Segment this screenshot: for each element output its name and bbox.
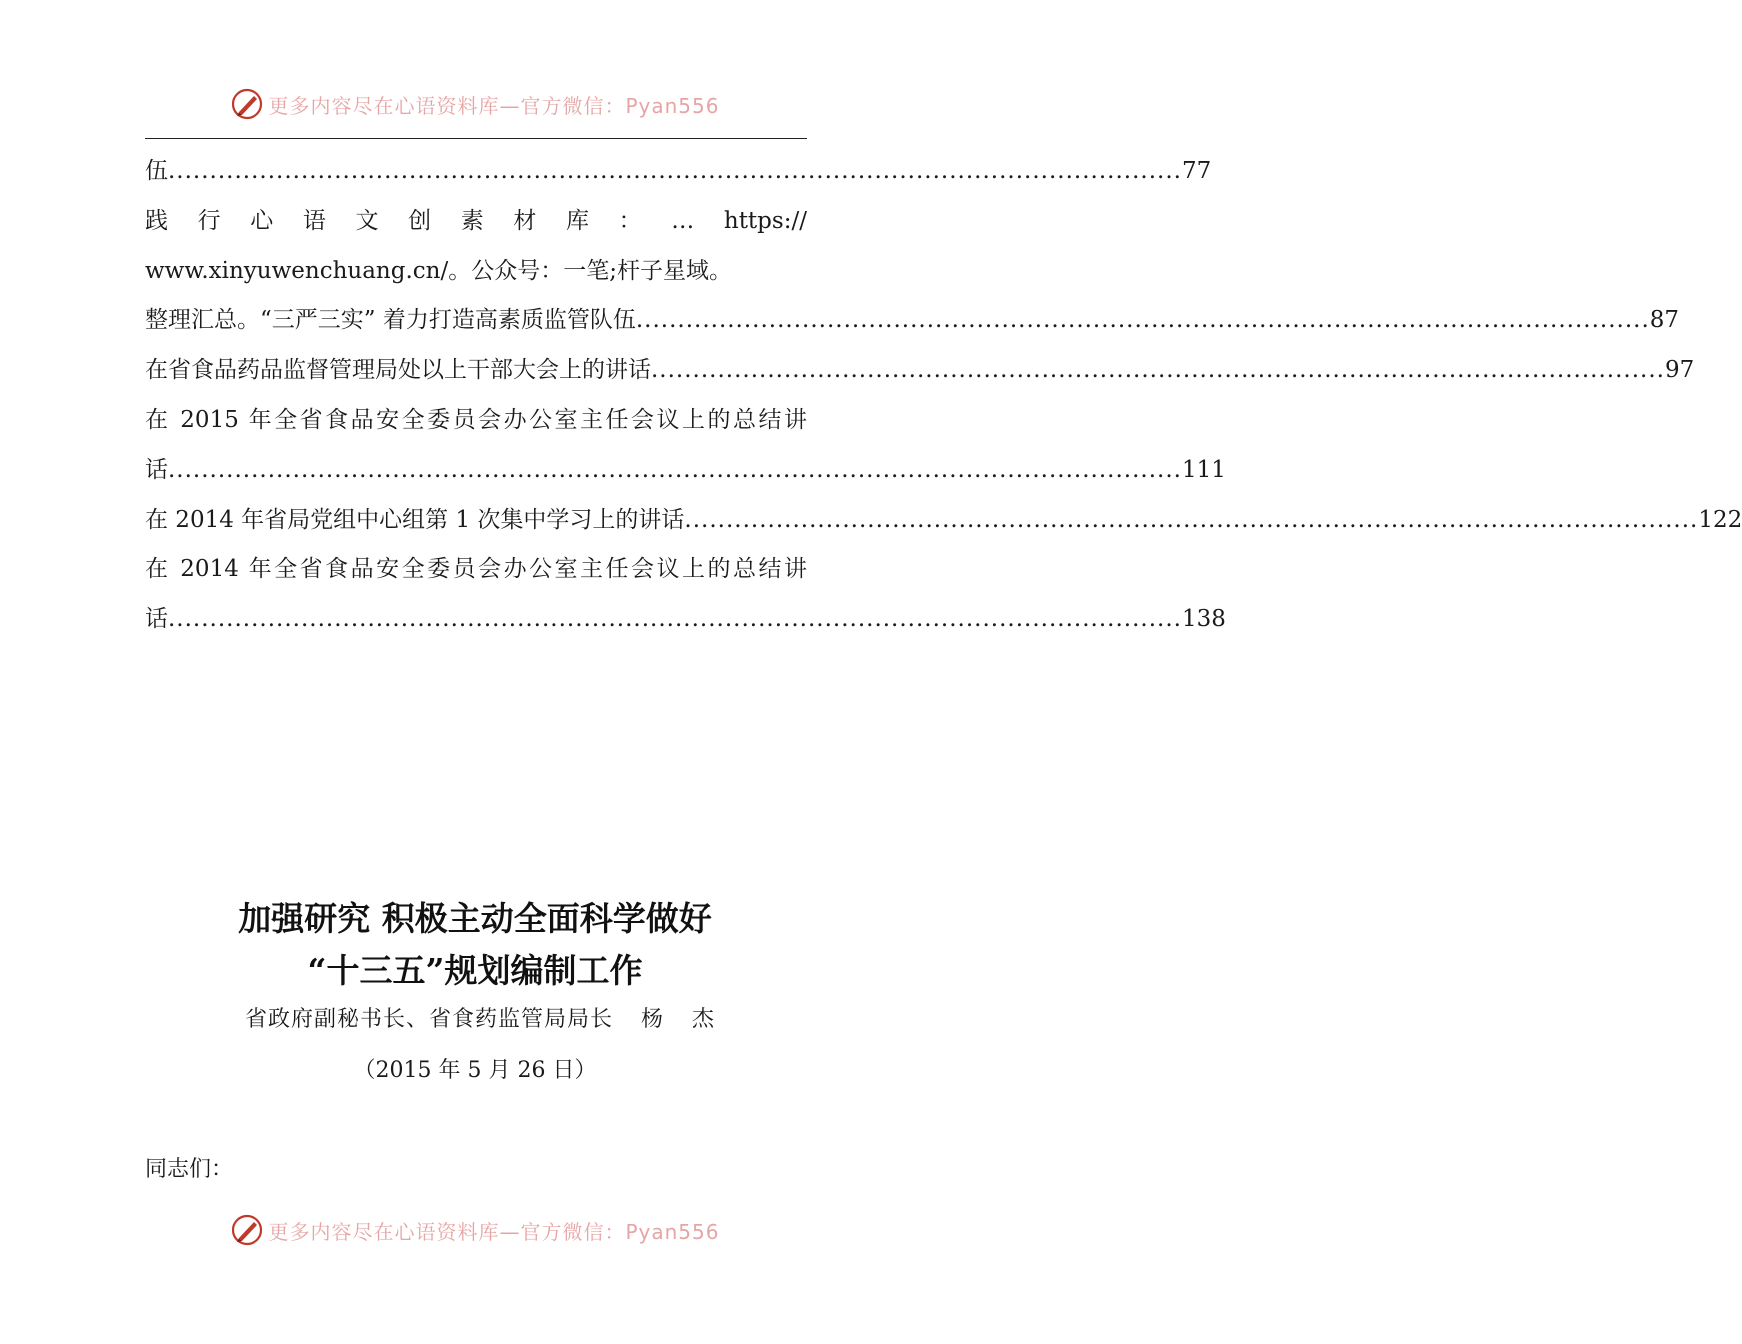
author-line: [245, 1002, 715, 1033]
toc-text-line: 践 行 心 语 文 创 素 材 库 ： … https://: [145, 207, 807, 234]
greeting: 同志们：: [145, 1157, 234, 1182]
author-given-name: 杰: [692, 1007, 716, 1032]
header-rule: [145, 138, 807, 139]
pen-logo-icon: [230, 1213, 264, 1247]
article-title-line2: “十三五”规划编制工作: [307, 951, 643, 990]
toc-entry-title[interactable]: 在 2014 年全省食品安全委员会办公室主任会议上的总结讲: [145, 556, 807, 583]
banner-text: 更多内容尽在心语资料库—官方微信：Pyan556: [268, 1219, 720, 1244]
banner-text: 更多内容尽在心语资料库—官方微信：Pyan556: [268, 93, 720, 118]
toc-entry[interactable]: 话 .......................................................................................................................... 138: [145, 606, 1226, 633]
toc-entry[interactable]: 伍 .......................................................................................................................... 77: [145, 158, 1212, 184]
footer-banner: [0, 1210, 950, 1250]
toc-text-line: www.xinyuwenchuang.cn/。公众号：一笔;杆子星域。: [145, 257, 732, 284]
pen-logo-icon: [230, 87, 264, 121]
toc-entry[interactable]: 在省食品药品监督管理局处以上干部大会上的讲话 .......................................................................................................................... 97: [145, 357, 1695, 384]
toc-entry-title[interactable]: 在 2015 年全省食品安全委员会办公室主任会议上的总结讲: [145, 406, 807, 433]
toc-entry[interactable]: 话 .......................................................................................................................... 111: [145, 456, 1226, 483]
author-surname: 杨: [641, 1007, 665, 1032]
toc-entry[interactable]: 在 2014 年省局党组中心组第 1 次集中学习上的讲话 .......................................................................................................................... 122: [145, 506, 1742, 533]
toc-entry[interactable]: 整理汇总。“三严三实” 着力打造高素质监管队伍 .......................................................................................................................... 87: [145, 307, 1680, 334]
author-role: 省政府副秘书长、省食药监管局局长: [245, 1007, 614, 1032]
header-banner: [0, 84, 950, 124]
speech-date: （2015 年 5 月 26 日）: [353, 1058, 597, 1083]
table-of-contents: [145, 147, 1742, 645]
article-title-line1: 加强研究 积极主动全面科学做好: [238, 899, 712, 938]
